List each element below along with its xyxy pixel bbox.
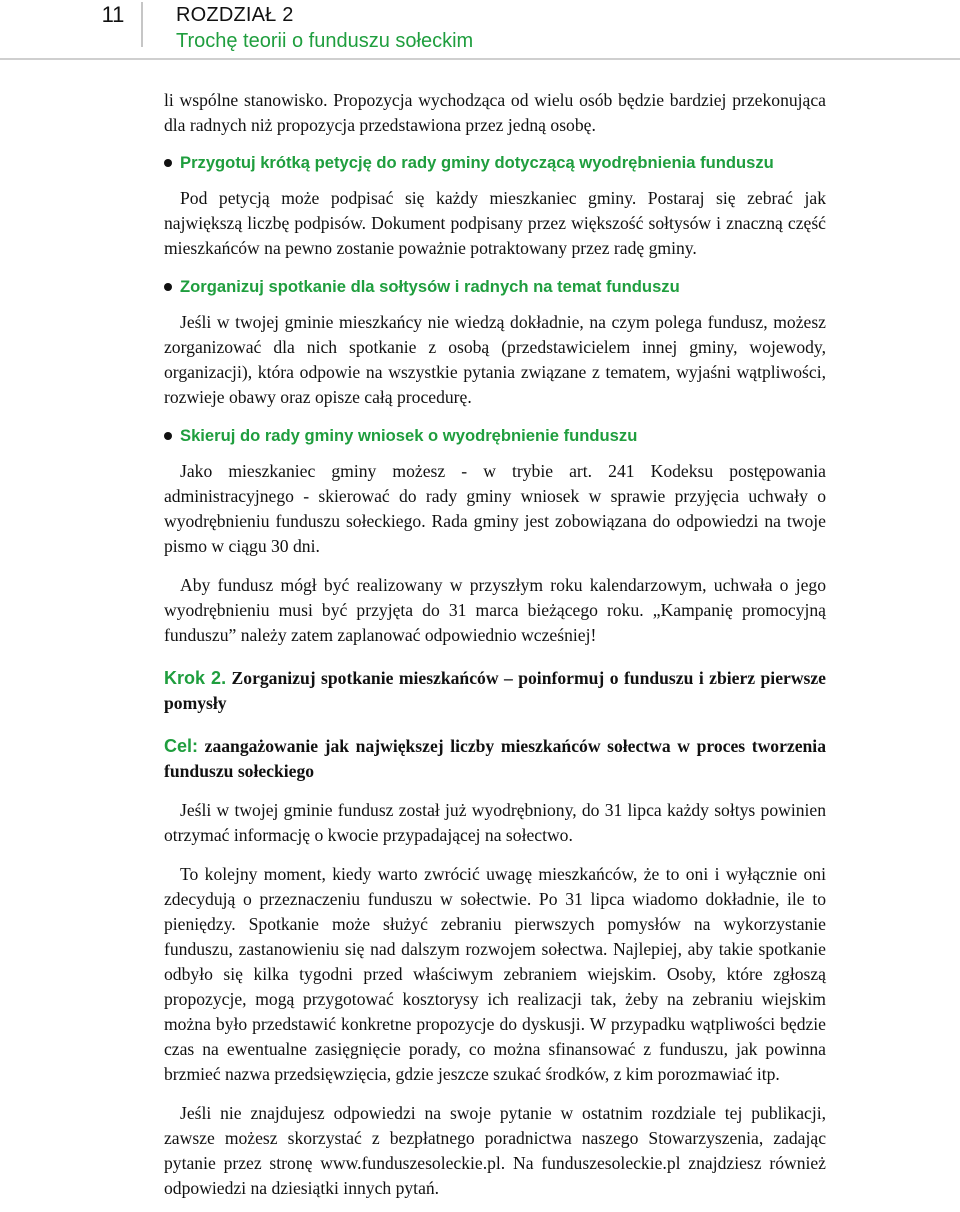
deadline-paragraph: Aby fundusz mógł być realizowany w przyszłym roku kalendarzowym, uchwała o jego wyodrębnieniu musi być przyjęta do 31 marca bieżącego roku. „Kampanię promocyjną funduszu” należy zatem zaplanować odpowiednio wcześniej! bbox=[164, 575, 826, 645]
intro-paragraph: li wspólne stanowisko. Propozycja wychodząca od wielu osób będzie bardziej przekonująca dla radnych niż propozycja przedstawiona przez jedną osobę. bbox=[164, 90, 826, 135]
goal-label: Cel: bbox=[164, 736, 199, 756]
step-heading bbox=[164, 666, 826, 716]
header-divider bbox=[141, 2, 143, 47]
bullet-heading-meeting bbox=[164, 275, 826, 299]
step-title: Zorganizuj spotkanie mieszkańców – poinformuj o funduszu i zbierz pierwsze pomysły bbox=[164, 668, 826, 713]
bullet-icon bbox=[164, 432, 172, 440]
page-content bbox=[164, 88, 826, 1201]
bullet-heading-motion bbox=[164, 424, 826, 448]
bullet-heading-text: Skieruj do rady gminy wniosek o wyodrębnienie funduszu bbox=[180, 426, 638, 445]
bullet-icon bbox=[164, 159, 172, 167]
july-paragraph: Jeśli w twojej gminie fundusz został już wyodrębniony, do 31 lipca każdy sołtys powinien otrzymać informację o kwocie przypadającej na sołectwo. bbox=[164, 800, 826, 845]
moment-paragraph: To kolejny moment, kiedy warto zwrócić uwagę mieszkańców, że to oni i wyłącznie oni zdecydują o przeznaczeniu funduszu w sołectwie. Po 31 lipca wiadomo dokładnie, ile to pieniędzy. Spotkanie może służyć zebraniu pierwszych pomysłów na wykorzystanie funduszu, zastanowieniu się nad dalszym rozwojem sołectwa. Najlepiej, aby takie spotkanie odbyło się kilka tygodni przed właściwym zebraniem wiejskim. Osoby, które zgłoszą propozycje, mogą przygotować kosztorysy ich realizacji tak, żeby na zebraniu wiejskim można było przedstawić konkretne propozycje do dyskusji. W przypadku wątpliwości będzie czas na ewentualne zasięgnięcie porady, co można sfinansować z funduszu, jak powinna brzmieć nazwa przedsięwzięcia, gdzie jeszcze szukać środków, z kim porozmawiać itp. bbox=[164, 864, 826, 1084]
motion-paragraph: Jako mieszkaniec gminy możesz - w trybie art. 241 Kodeksu postępowania administracyjnego - skierować do rady gminy wniosek w sprawie przyjęcia uchwały o wyodrębnieniu funduszu sołeckiego. Rada gminy jest zobowiązana do odpowiedzi na twoje pismo w ciągu 30 dni. bbox=[164, 461, 826, 556]
meeting-paragraph: Jeśli w twojej gminie mieszkańcy nie wiedzą dokładnie, na czym polega fundusz, możesz zorganizować dla nich spotkanie z osobą (przedstawicielem innej gminy, wojewody, organizacji), która odpowie na wszystkie pytania związane z tematem, wyjaśni wątpliwości, rozwieje obawy oraz opisze całą procedurę. bbox=[164, 312, 826, 407]
chapter-title: Trochę teorii o funduszu sołeckim bbox=[176, 30, 474, 52]
bullet-icon bbox=[164, 283, 172, 291]
bullet-heading-petition bbox=[164, 151, 826, 175]
page-number: 11 bbox=[101, 2, 125, 27]
bullet-heading-text: Zorganizuj spotkanie dla sołtysów i radnych na temat funduszu bbox=[180, 277, 680, 296]
page-header bbox=[0, 0, 960, 58]
goal-heading bbox=[164, 734, 826, 784]
chapter-label: ROZDZIAŁ 2 bbox=[176, 4, 294, 26]
step-label: Krok 2. bbox=[164, 668, 227, 688]
help-paragraph: Jeśli nie znajdujesz odpowiedzi na swoje pytanie w ostatnim rozdziale tej publikacji, zawsze możesz skorzystać z bezpłatnego poradnictwa naszego Stowarzyszenia, zadając pytanie przez stronę www.funduszesoleckie.pl. Na funduszesoleckie.pl znajdziesz również odpowiedzi na dziesiątki innych pytań. bbox=[164, 1103, 826, 1198]
goal-text: zaangażowanie jak największej liczby mieszkańców sołectwa w proces tworzenia funduszu sołeckiego bbox=[164, 736, 826, 781]
petition-paragraph: Pod petycją może podpisać się każdy mieszkaniec gminy. Postaraj się zebrać jak największą liczbę podpisów. Dokument podpisany przez większość sołtysów i znaczną część mieszkańców na pewno zostanie poważnie potraktowany przez radę gminy. bbox=[164, 188, 826, 258]
bullet-heading-text: Przygotuj krótką petycję do rady gminy dotyczącą wyodrębnienia funduszu bbox=[180, 153, 774, 172]
header-rule bbox=[0, 58, 960, 60]
